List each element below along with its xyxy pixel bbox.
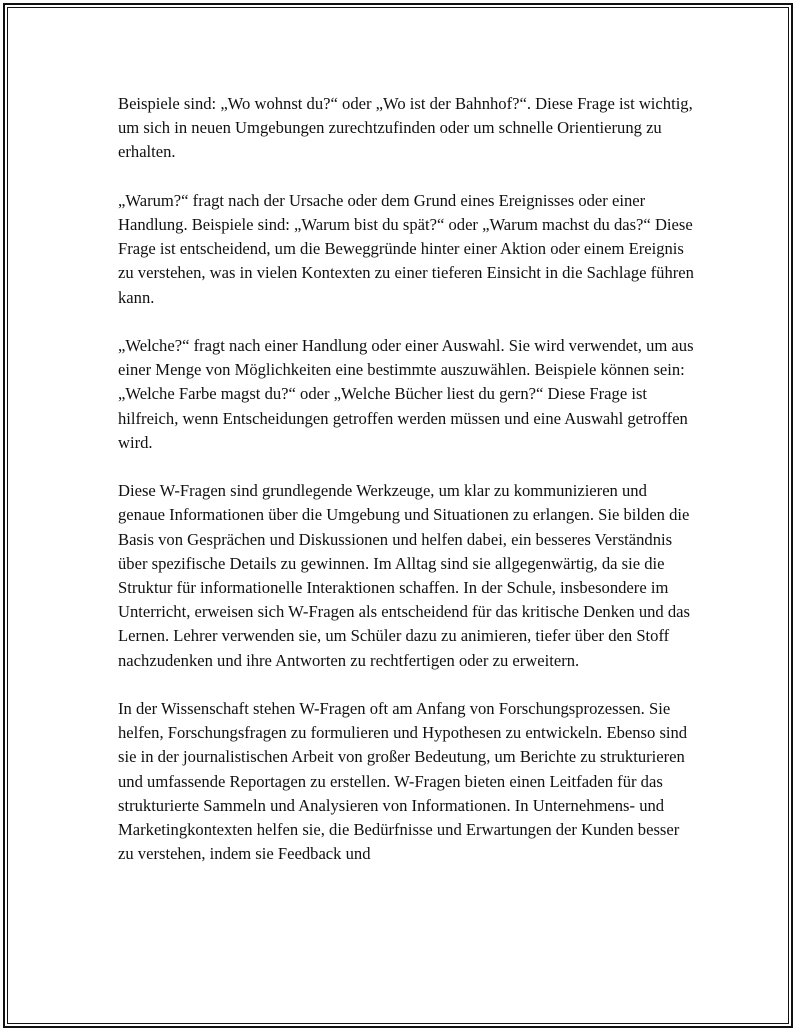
document-body [118,92,698,891]
paragraph-w-questions-summary: Diese W-Fragen sind grundlegende Werkzeuge, um klar zu kommunizieren und genaue Informationen über die Umgebung und Situationen zu erlangen. Sie bilden die Basis von Gesprächen und Diskussionen und helfen dabei, ein besseres Verständnis über spezifische Details zu gewinnen. Im Alltag sind sie allgegenwärtig, da sie die Struktur für informationelle Interaktionen schaffen. In der Schule, insbesondere im Unterricht, erweisen sich W-Fragen als entscheidend für das kritische Denken und das Lernen. Lehrer verwenden sie, um Schüler dazu zu animieren, tiefer über den Stoff nachzudenken und ihre Antworten zu rechtfertigen oder zu erweitern. [118,481,690,670]
paragraph-which: „Welche?“ fragt nach einer Handlung oder einer Auswahl. Sie wird verwendet, um aus einer Menge von Möglichkeiten eine bestimmte auszuwählen. Beispiele können sein: „Welche Farbe magst du?“ oder „Welche Bücher liest du gern?“ Diese Frage ist hilfreich, wenn Entscheidungen getroffen werden müssen und eine Auswahl getroffen wird. [118,336,694,452]
paragraph-where-examples: Beispiele sind: „Wo wohnst du?“ oder „Wo ist der Bahnhof?“. Diese Frage ist wichtig, um sich in neuen Umgebungen zurechtzufinden oder um schnelle Orientierung zu erhalten. [118,94,693,162]
paragraph-science: In der Wissenschaft stehen W-Fragen oft am Anfang von Forschungsprozessen. Sie helfen, Forschungsfragen zu formulieren und Hypothesen zu entwickeln. Ebenso sind sie in der journalistischen Arbeit von großer Bedeutung, um Berichte zu strukturieren und umfassende Reportagen zu erstellen. W-Fragen bieten einen Leitfaden für das strukturierte Sammeln und Analysieren von Informationen. In Unternehmens- und Marketingkontexten helfen sie, die Bedürfnisse und Erwartungen der Kunden besser zu verstehen, indem sie Feedback und [118,699,688,864]
paragraph-why: „Warum?“ fragt nach der Ursache oder dem Grund eines Ereignisses oder einer Handlung. Beispiele sind: „Warum bist du spät?“ oder „Warum machst du das?“ Diese Frage ist entscheidend, um die Beweggründe hinter einer Aktion oder einem Ereignis zu verstehen, was in vielen Kontexten zu einer tieferen Einsicht in die Sachlage führen kann. [118,190,694,307]
